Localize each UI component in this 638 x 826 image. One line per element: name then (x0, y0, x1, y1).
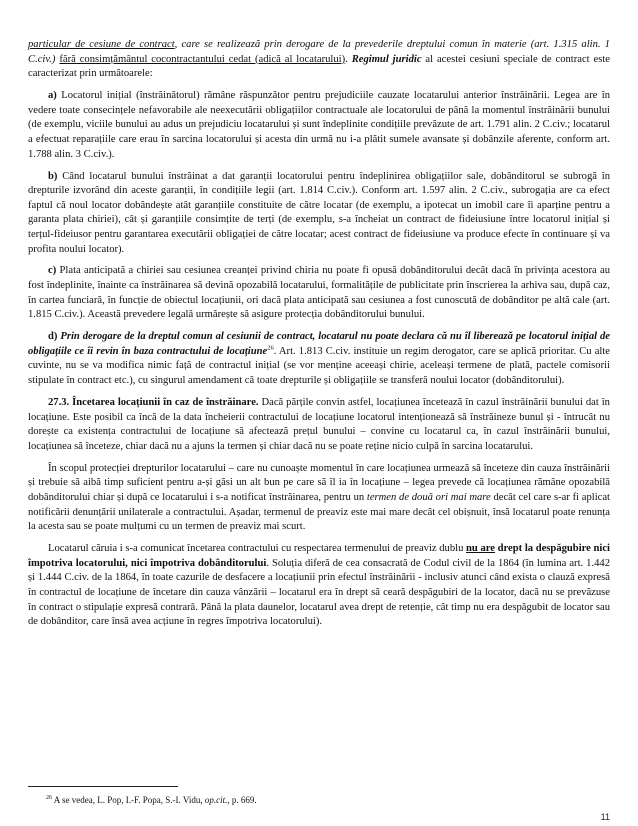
page-body (28, 38, 610, 630)
paragraph-a-label: a) (48, 90, 57, 102)
section-heading: 27.3. Încetarea locațiunii în caz de înstrăinare. (48, 397, 259, 409)
paragraph-section-27-3 (28, 396, 610, 454)
footnote-text-1: A se vedea, L. Pop, I.-F. Popa, S.-I. Vidu, (52, 795, 205, 805)
compensation-text-2: . Soluția diferă de cea consacrată de Codul civil de la 1864 (în lumina art. 1.442 și 1.444 C.civ. de la 1864, în toate cazurile de desfacere a locațiunii prin efectul înstrăinării - inclusiv atunci când exista o clauză expresă în contractul de locațiune de încetare din cauza vânzării – locatarul era în drept să ceară despăgubiri de la locator, dacă nu se prevăzuse în contract o stipulație expresă contrară. Până la plata daunelor, locatarul avea drept de retenție, cât timp nu era despăgubit de locator sau de dobânditor, care însă avea acțiune în regres împotriva locatorului). (28, 557, 610, 628)
paragraph-d-emphasis: Prin derogare de la dreptul comun al cesiunii de contract, locatarul nu poate declara că nu îl liberează pe locatorul inițial de obligațiile ce îi revin în baza contractului de locațiune (28, 331, 610, 357)
paragraph-a-text: Locatorul inițial (înstrăinătorul) rămâne răspunzător pentru prejudiciile cauzate locatarului anterior înstrăinării. Legea are în vedere toate consecințele nefavorabile ale neexecutării obligațiilor contractuale ale locatorului de până la momentul înstrăinării bunului (de exemplu, viciile bunului au adus un prejudiciu locatarului și sunt îndeplinite condițiile prevăzute de art. 1.791 alin. 2 C.civ.; locatarul a efectuat reparațiile care erau în sarcina locatorului și acesta din urmă nu i-a plătit sumele avansate și dobânzile aferente, conform art. 1.788 alin. 3 C.civ.). (28, 90, 610, 160)
paragraph-d (28, 330, 610, 388)
paragraph-b-text: Când locatarul bunului înstrăinat a dat garanții locatorului pentru îndeplinirea obligațiilor sale, dobânditorul se subrogă în drepturile izvorând din aceste garanții, în condițiile legii (art. 1.814 C.civ.). Conform art. 1.597 alin. 2 C.civ., subrogația are ca efect faptul că noul locator dobândește atât garanțiile constituite de către locatar (de exemplu, a ipotecat un imobil care îi aparține pentru a garanta plata chiriei), cât și garanțiile consimțite de terți (de exemplu, s-a încheiat un contract de fideiusiune între locatorul inițial și terțul-fideiusor pentru garantarea executării obligației de către locatar; acest contract de fideiusiune va produce efecte în continuare și va profita noului locator). (28, 170, 610, 255)
paragraph-c-label: c) (48, 265, 57, 277)
paragraph-compensation (28, 542, 610, 630)
paragraph-protection (28, 462, 610, 535)
paragraph-a (28, 89, 610, 162)
footnote-ref[interactable]: 26 (267, 344, 274, 352)
intro-text-3: al acestei cesiuni speciale de contract este caracterizat prin următoarele: (28, 53, 610, 80)
footnote-text-2: , p. 669. (227, 795, 257, 805)
intro-text-1: , care se realizează prin derogare de la prevederile dreptului comun în materie (art. 1.315 alin. 1 C.civ.) (28, 39, 610, 65)
compensation-text-1: Locatarul căruia i s-a comunicat încetarea contractului cu respectarea termenului de preaviz dublu (48, 543, 467, 555)
intro-underlined: fără consimțământul cocontractantului cedat (adică al locatarului) (59, 53, 346, 65)
intro-term: particular de cesiune de contract (28, 39, 175, 50)
paragraph-d-text: . Art. 1.813 C.civ. instituie un regim derogator, care se aplică prioritar. Cu alte cuvinte, nu se va modifica nimic față de contractul inițial (se vor menține aceeași chirie, aceleași termene de plată, pactele comisorii stipulate în contract etc.), cu singurul amendament că toate drepturile și obligațiile se transferă noului locator (dobânditorului). (28, 345, 610, 387)
footnote-number: 26 (46, 795, 52, 801)
paragraph-b-label: b) (48, 170, 58, 182)
paragraph-d-label: d) (48, 331, 58, 343)
paragraph-c (28, 264, 610, 322)
protection-emphasis: termen de două ori mai mare (366, 491, 491, 503)
protection-text-1: În scopul protecției drepturilor locatarului – care nu cunoaște momentul în care locațiunea urmează să înceteze din cauza înstrăinării și trebuie să aibă timp suficient pentru a-și găsi un alt bun pe care să îl ia în locațiune – legea prevede că locațiunea rămâne opozabilă dobânditorului chiar și după ce locatarului i s-a notificat înstrăinarea, pentru un (28, 462, 610, 503)
footnote-citation: op.cit. (204, 795, 228, 805)
intro-text-2: . (345, 53, 352, 65)
compensation-emphasis: drept la despăgubire nici împotriva locatorului, nici împotriva dobânditorului (28, 543, 610, 569)
compensation-negation: nu are (466, 543, 495, 555)
footnote-divider (28, 786, 178, 787)
page-number: 11 (600, 812, 610, 822)
paragraph-b (28, 170, 610, 258)
intro-emphasis: Regimul juridic (351, 53, 422, 65)
section-text: Dacă părțile convin astfel, locațiunea încetează în cazul înstrăinării bunului dat în locațiune. Este posibil ca încă de la data încheierii contractului de locațiune locatorul intenționează să înstrăineze bunul și - întrucât nu dorește ca existența contractului de locațiune să afectează prețul bunului – convine cu locatarul ca, în cazul înstrăinării bunului, locațiunea să înceteze, chiar dacă nu a ajuns la termen și chiar dacă nu se poate reține nicio culpă în sarcina locatarului. (28, 397, 610, 452)
paragraph-c-text: Plata anticipată a chiriei sau cesiunea creanței privind chiria nu poate fi opusă dobânditorului decât dacă în privința acestora au fost îndeplinite, înainte ca înstrăinarea să devină opozabilă locatarului, formalitățile de publicitate prin înscrierea la arhiva sau, după caz, în cartea funciară, în funcție de obiectul locațiunii, ori dacă plata anticipată sau cesiunea a fost cunoscută de dobânditor pe altă cale (art. 1.815 C.civ.). Această prevedere legală urmărește să asigure protecția dobânditorului bunului. (28, 265, 610, 321)
footnote-26 (46, 794, 606, 806)
protection-text-2: decât cel care s-ar fi aplicat notificării denunțării unilaterale a contractului. Așadar, termenul de preaviz este mai mare decât cel obișnuit, însă locatarul poate renunța la acesta sau se poate mulțumi cu un termen de preaviz mai scurt. (28, 491, 610, 533)
paragraph-intro (28, 38, 610, 82)
